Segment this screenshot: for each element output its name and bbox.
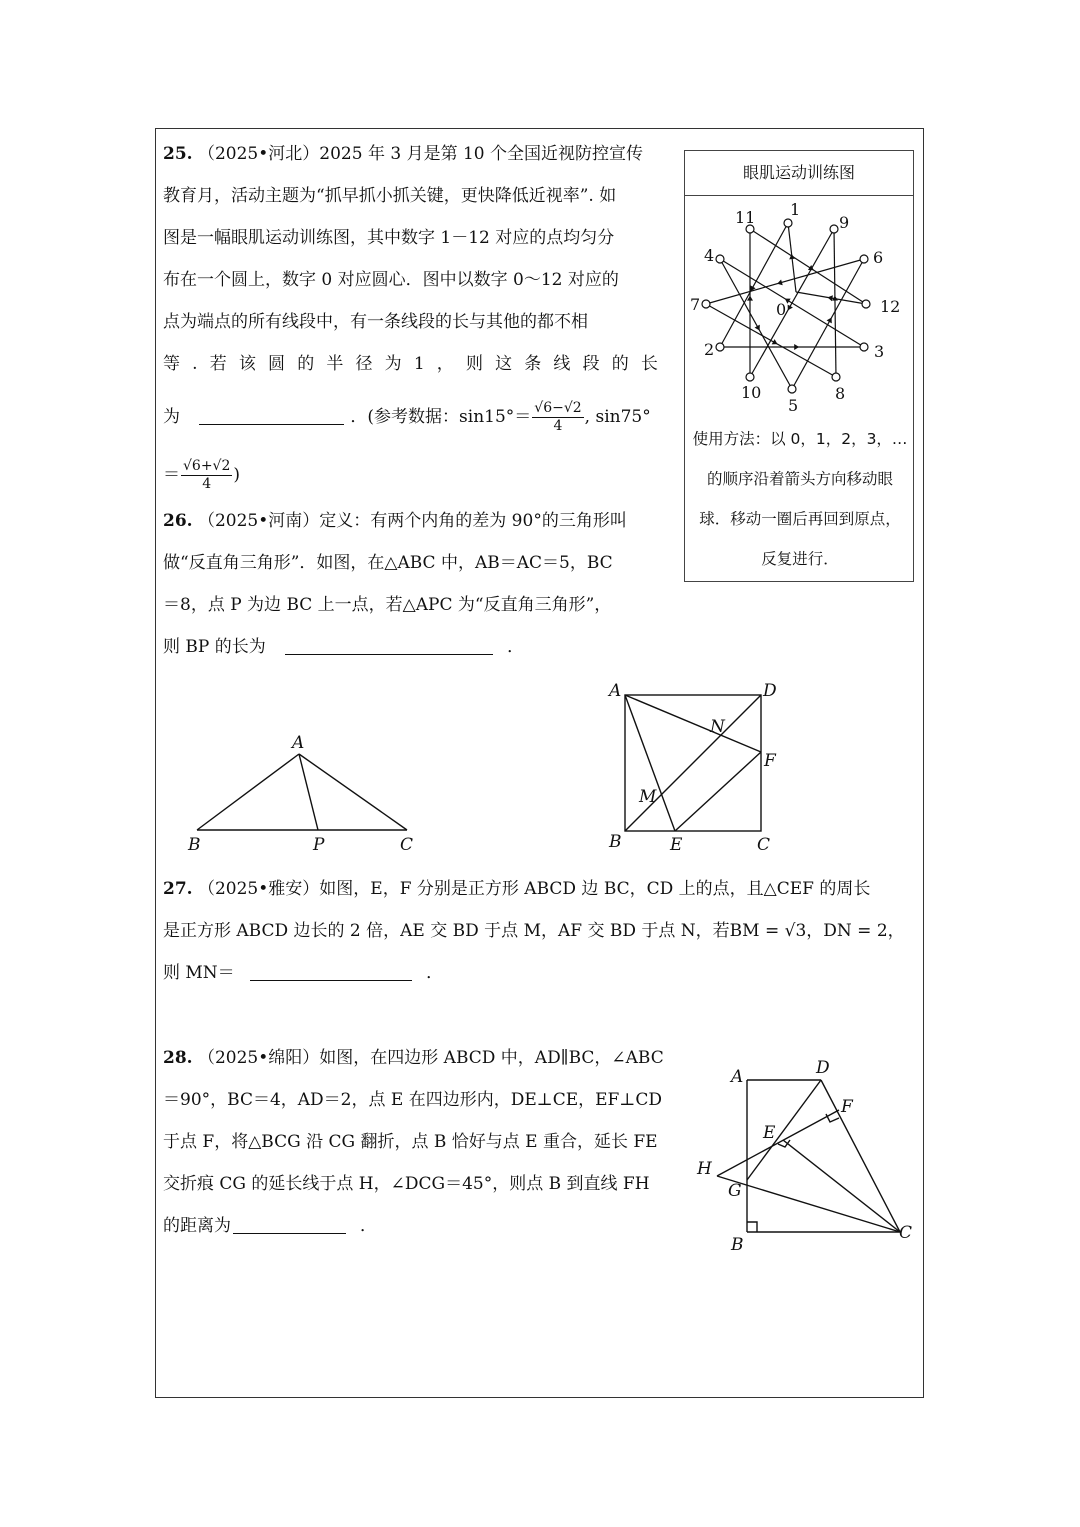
- label-c: C: [899, 1223, 913, 1243]
- q25-line-6: [163, 353, 658, 375]
- q25-word: 段: [582, 354, 600, 374]
- question-source: （2025•河南）: [197, 511, 320, 531]
- q28-line-1: [163, 1047, 664, 1069]
- segment-dc: [821, 1080, 900, 1232]
- period: ．: [507, 637, 525, 657]
- point-label: 6: [873, 248, 884, 267]
- q25-word: 等: [163, 354, 180, 374]
- question-number: 28.: [163, 1048, 193, 1068]
- q26-text: 定义：有两个内角的差为 90°的三角形叫: [319, 511, 627, 531]
- label-n: N: [710, 717, 725, 737]
- q27-line-3: [163, 962, 443, 984]
- usage-line: 使用方法：以 0，1，2，3，…: [692, 430, 908, 448]
- fraction: $\frac{√6+√2}{4}$: [183, 458, 231, 492]
- square-figure: [603, 678, 803, 853]
- question-number: 27.: [163, 879, 193, 899]
- label-b: B: [731, 1235, 744, 1255]
- diagonal-bd: [625, 695, 761, 831]
- q25-word: .: [192, 354, 198, 374]
- eye-path-segment: [792, 259, 864, 389]
- reference-text: ．(参考数据：sin15°＝: [350, 407, 532, 427]
- label-m: M: [639, 787, 657, 807]
- segment-ef: [675, 752, 761, 831]
- question-number: 25.: [163, 144, 193, 164]
- eye-path-segment: [720, 259, 792, 389]
- answer-blank-26[interactable]: [285, 638, 493, 655]
- point-node: [860, 343, 868, 351]
- q25-word: ，: [436, 354, 454, 374]
- segment-ab: [197, 754, 299, 830]
- q25-word: 则: [465, 354, 483, 374]
- label-a: A: [731, 1067, 744, 1087]
- point-node: [746, 373, 754, 381]
- answer-blank-25[interactable]: [199, 408, 344, 425]
- answer-blank-28[interactable]: [233, 1217, 346, 1234]
- label-c: C: [757, 835, 771, 855]
- q26-line-3: ＝8，点 P 为边 BC 上一点，若△APC 为“反直角三角形”，: [163, 595, 612, 615]
- point-node: [702, 300, 710, 308]
- q27-line-2: 是正方形 ABCD 边长的 2 倍，AE 交 BD 于点 M，AF 交 BD 于点 N，若BM = √3，DN = 2，: [163, 921, 905, 941]
- q28-line-5: [163, 1215, 377, 1237]
- right-angle-b: [747, 1222, 757, 1232]
- q25-line-3: 图是一幅眼肌运动训练图，其中数字 1－12 对应的点均匀分: [163, 228, 615, 248]
- segment-dg: [747, 1080, 821, 1180]
- triangle-figure: [185, 730, 425, 855]
- q25-word: 的: [297, 354, 315, 374]
- label-e: E: [763, 1123, 776, 1143]
- quadrilateral-figure: [695, 1058, 925, 1253]
- q28-line-3: 于点 F，将△BCG 沿 CG 翻折，点 B 恰好与点 E 重合，延长 FE: [163, 1132, 658, 1152]
- q25-word: 半: [326, 354, 344, 374]
- q25-word: 若: [209, 354, 227, 374]
- point-node: [830, 225, 838, 233]
- label-a: A: [609, 681, 622, 701]
- usage-line: 球．移动一圈后再回到原点，: [699, 510, 901, 528]
- point-label: 7: [690, 295, 701, 314]
- q26-line-1: [163, 510, 627, 532]
- label-e: E: [670, 835, 683, 855]
- q25-line-5: 点为端点的所有线段中，有一条线段的长与其他的都不相: [163, 312, 588, 332]
- paren: ): [233, 465, 241, 485]
- point-label: 0: [776, 300, 787, 319]
- label-p: P: [313, 835, 325, 855]
- question-source: （2025•绵阳）: [197, 1048, 320, 1068]
- point-label: 12: [880, 297, 901, 316]
- usage-line: 的顺序沿着箭头方向移动眼: [706, 470, 893, 488]
- q25-word: 径: [355, 354, 373, 374]
- eye-path-segment: [834, 229, 836, 377]
- label-b: B: [609, 832, 622, 852]
- arrow-icon: [828, 295, 833, 301]
- label-d: D: [763, 681, 777, 701]
- point-label: 5: [788, 396, 799, 415]
- point-label: 11: [735, 208, 756, 227]
- segment-hf: [717, 1110, 839, 1176]
- q25-word: 这: [495, 354, 513, 374]
- point-label: 3: [874, 342, 885, 361]
- point-label: 1: [790, 200, 801, 219]
- point-node: [716, 255, 724, 263]
- point-label: 4: [704, 246, 715, 265]
- q25-prefix: 为: [163, 407, 180, 427]
- point-node: [784, 219, 792, 227]
- segment-af: [625, 695, 761, 752]
- q28-line-4: 交折痕 CG 的延长线于点 H，∠DCG＝45°，则点 B 到直线 FH: [163, 1174, 650, 1194]
- q27-text: 如图，E，F 分别是正方形 ABCD 边 BC，CD 上的点，且△CEF 的周长: [319, 879, 871, 899]
- segment-ae: [625, 695, 675, 831]
- eye-path-segment: [706, 259, 864, 304]
- q25-word: 为: [384, 354, 402, 374]
- period: ．: [360, 1216, 377, 1236]
- point-label: 8: [835, 384, 846, 403]
- point-label: 2: [704, 340, 715, 359]
- q27-prefix: 则 MN＝: [163, 963, 235, 983]
- label-c: C: [400, 835, 414, 855]
- question-number: 26.: [163, 511, 193, 531]
- q25-word: 线: [553, 354, 571, 374]
- point-node: [832, 373, 840, 381]
- q25-word: 的: [611, 354, 629, 374]
- question-source: （2025•雅安）: [197, 879, 320, 899]
- question-source: （2025•河北）: [197, 144, 320, 164]
- q27-line-1: [163, 878, 870, 900]
- q25-line-2: 教育月，活动主题为“抓早抓小抓关键，更快降低近视率”. 如: [163, 186, 617, 206]
- q25-word: 1: [413, 354, 425, 374]
- label-d: D: [816, 1058, 830, 1078]
- label-h: H: [697, 1159, 712, 1179]
- eye-path-segment: [750, 229, 834, 377]
- point-label: 10: [741, 383, 762, 402]
- arrow-icon: [777, 279, 783, 285]
- segment-hc: [717, 1176, 900, 1232]
- q26-line-2: 做“反直角三角形”．如图，在△ABC 中，AB＝AC＝5，BC: [163, 553, 613, 573]
- q25-word: 圆: [268, 354, 286, 374]
- q25-line-1: [163, 143, 643, 165]
- fraction: $\frac{√6-√2}{4}$: [534, 400, 582, 434]
- answer-blank-27[interactable]: [250, 964, 412, 981]
- q25-word: 长: [640, 354, 658, 374]
- usage-line: 反复进行．: [761, 550, 839, 568]
- reference-text: , sin75°: [584, 407, 651, 427]
- label-f: F: [841, 1097, 853, 1117]
- q28-line-2: ＝90°，BC＝4，AD＝2，点 E 在四边形内，DE⊥CE，EF⊥CD: [163, 1090, 662, 1110]
- arrow-icon: [794, 344, 799, 350]
- period: ．: [426, 963, 444, 983]
- q25-line-8: [163, 458, 240, 493]
- equals: ＝: [163, 465, 180, 485]
- eye-diagram: [684, 195, 914, 415]
- label-f: F: [764, 751, 776, 771]
- point-node: [788, 385, 796, 393]
- q26-line-4: [163, 636, 524, 658]
- point-label: 9: [839, 213, 850, 232]
- point-node: [860, 255, 868, 263]
- point-node: [862, 300, 870, 308]
- label-g: G: [728, 1181, 742, 1201]
- q28-text: 如图，在四边形 ABCD 中，AD∥BC，∠ABC: [319, 1048, 664, 1068]
- q25-line-4: 布在一个圆上，数字 0 对应圆心．图中以数字 0～12 对应的: [163, 270, 619, 290]
- q25-line-7: [163, 400, 651, 435]
- figure-title: 眼肌运动训练图: [685, 151, 913, 196]
- point-node: [716, 343, 724, 351]
- q25-text: 2025 年 3 月是第 10 个全国近视防控宣传: [319, 144, 644, 164]
- q25-word: 该: [238, 354, 256, 374]
- label-b: B: [188, 835, 201, 855]
- eye-path-segment: [750, 229, 866, 304]
- q26-prefix: 则 BP 的长为: [163, 637, 266, 657]
- q28-prefix: 的距离为: [163, 1216, 231, 1236]
- segment-ec: [783, 1140, 900, 1232]
- label-a: A: [292, 733, 305, 753]
- q25-word: 条: [524, 354, 542, 374]
